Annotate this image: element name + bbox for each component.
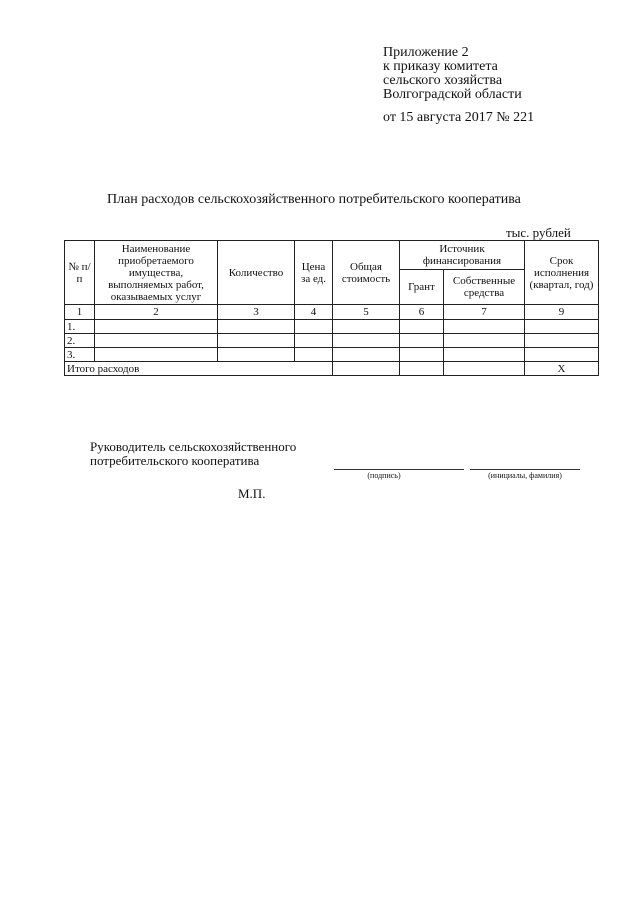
column-number: 3 — [218, 305, 295, 320]
appendix-line: сельского хозяйства — [383, 73, 503, 88]
table-cell — [218, 348, 295, 362]
table-cell — [333, 334, 400, 348]
table-cell — [295, 334, 333, 348]
table-cell — [95, 348, 218, 362]
signatory-block — [90, 440, 296, 468]
appendix-line: к приказу комитета — [383, 59, 498, 74]
header-num: № п/п — [65, 241, 95, 305]
signatory-position-line: потребительского кооператива — [90, 453, 260, 468]
row-number: 2. — [65, 334, 95, 348]
total-cost-cell — [333, 362, 400, 376]
table-row — [65, 348, 599, 362]
column-number: 6 — [400, 305, 444, 320]
header-own-funds: Собственные средства — [444, 270, 525, 305]
header-deadline: Срок исполнения (квартал, год) — [525, 241, 599, 305]
signatory-position-line: Руководитель сельскохозяйственного — [90, 439, 297, 454]
table-cell — [295, 320, 333, 334]
header-funding-source: Источник финансирования — [400, 241, 525, 270]
table-cell — [444, 348, 525, 362]
table-cell — [218, 320, 295, 334]
total-row — [65, 362, 599, 376]
column-number: 5 — [333, 305, 400, 320]
appendix-line: Волгоградской области — [383, 87, 522, 102]
column-number: 4 — [295, 305, 333, 320]
table-cell — [444, 334, 525, 348]
units-label: тыс. рублей — [506, 225, 571, 240]
column-number: 1 — [65, 305, 95, 320]
header-quantity: Количество — [218, 241, 295, 305]
column-number: 7 — [444, 305, 525, 320]
column-number: 2 — [95, 305, 218, 320]
header-grant: Грант — [400, 270, 444, 305]
total-deadline-cell: Х — [525, 362, 599, 376]
total-label: Итого расходов — [65, 362, 333, 376]
row-number: 1. — [65, 320, 95, 334]
table-cell — [525, 320, 599, 334]
appendix-line: Приложение 2 — [383, 45, 469, 60]
total-grant-cell — [400, 362, 444, 376]
signature-line — [334, 469, 464, 470]
expense-plan-table — [64, 240, 599, 376]
header-price: Цена за ед. — [295, 241, 333, 305]
table-row — [65, 334, 599, 348]
table-cell — [333, 348, 400, 362]
table-cell — [95, 334, 218, 348]
table-cell — [295, 348, 333, 362]
header-name: Наименование приобретаемого имущества, выполняемых работ, оказываемых услуг — [95, 241, 218, 305]
column-number: 9 — [525, 305, 599, 320]
table-cell — [444, 320, 525, 334]
total-own-funds-cell — [444, 362, 525, 376]
name-caption: (инициалы, фамилия) — [488, 471, 562, 480]
name-line — [470, 469, 580, 470]
table-cell — [400, 348, 444, 362]
table-cell — [400, 334, 444, 348]
table-row — [65, 320, 599, 334]
header-total-cost: Общая стоимость — [333, 241, 400, 305]
stamp-placeholder: М.П. — [238, 486, 266, 501]
table-cell — [95, 320, 218, 334]
appendix-block — [383, 46, 522, 102]
column-number-row — [65, 305, 599, 320]
table-cell — [525, 334, 599, 348]
table-cell — [218, 334, 295, 348]
row-number: 3. — [65, 348, 95, 362]
table-cell — [525, 348, 599, 362]
table-cell — [333, 320, 400, 334]
document-title: План расходов сельскохозяйственного потребительского кооператива — [107, 192, 521, 207]
signature-caption: (подпись) — [367, 471, 401, 480]
table-cell — [400, 320, 444, 334]
order-date: от 15 августа 2017 № 221 — [383, 110, 535, 125]
